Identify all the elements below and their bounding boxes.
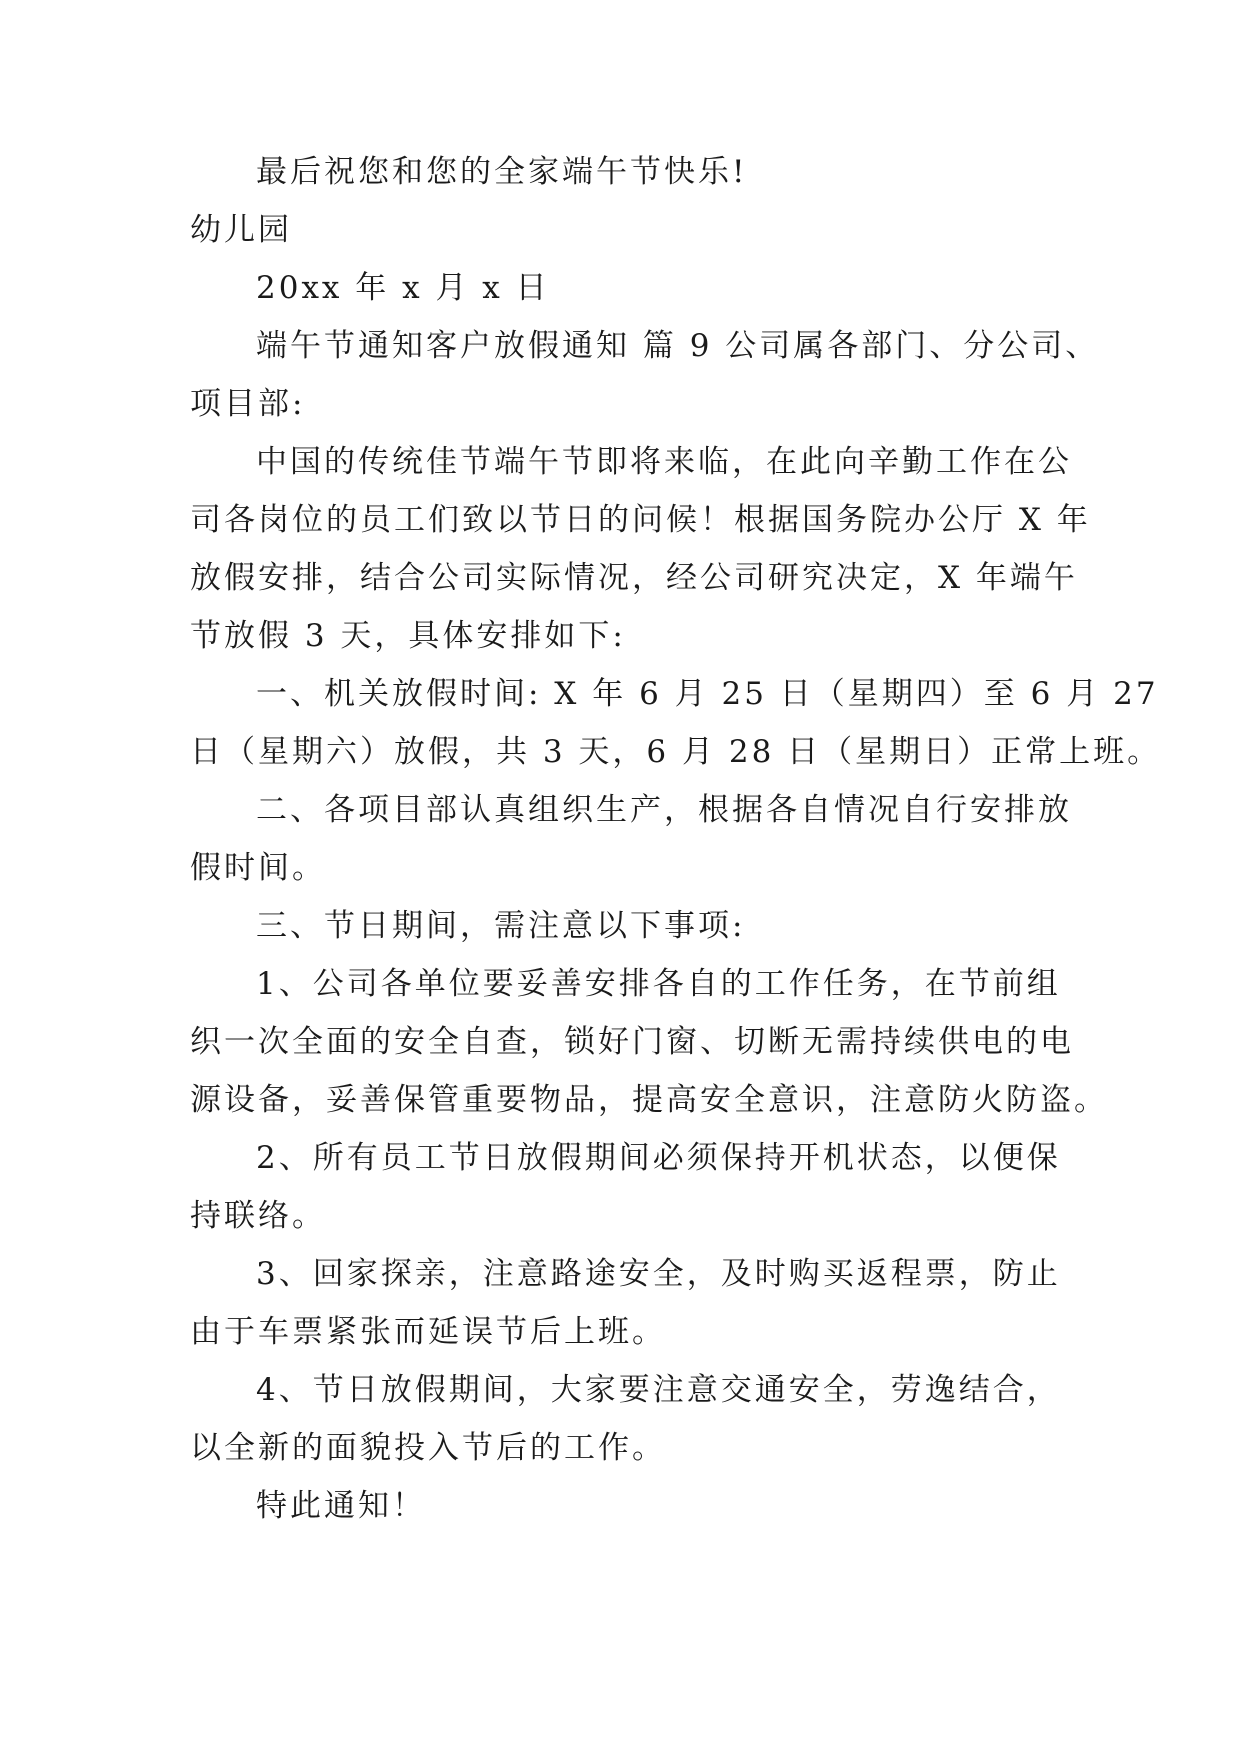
- paragraph-line: 4、节日放假期间，大家要注意交通安全，劳逸结合，: [256, 1372, 1061, 1408]
- paragraph-line: 2、所有员工节日放假期间必须保持开机状态，以便保: [256, 1140, 1061, 1176]
- paragraph-line: 持联络。: [190, 1198, 326, 1234]
- section-heading: 端午节通知客户放假通知 篇 9 公司属各部门、分公司、: [256, 328, 1100, 364]
- paragraph-line: 以全新的面貌投入节后的工作。: [190, 1430, 666, 1466]
- closing-wish: 最后祝您和您的全家端午节快乐!: [256, 154, 748, 190]
- paragraph-line: 3、回家探亲，注意路途安全，及时购买返程票，防止: [256, 1256, 1061, 1292]
- paragraph-line: 源设备，妥善保管重要物品，提高安全意识，注意防火防盗。: [190, 1082, 1108, 1118]
- paragraph-line: 1、公司各单位要妥善安排各自的工作任务，在节前组: [256, 966, 1061, 1002]
- closing-notice: 特此通知！: [256, 1488, 426, 1524]
- paragraph-line: 日（星期六）放假，共 3 天，6 月 28 日（星期日）正常上班。: [190, 734, 1162, 770]
- addressee: 项目部:: [190, 386, 306, 422]
- paragraph-line: 中国的传统佳节端午节即将来临，在此向辛勤工作在公: [256, 444, 1072, 480]
- paragraph-line: 司各岗位的员工们致以节日的问候！根据国务院办公厅 X 年: [190, 502, 1091, 538]
- signature-date: 20xx 年 x 月 x 日: [256, 270, 550, 306]
- paragraph-line: 假时间。: [190, 850, 326, 886]
- paragraph-line: 放假安排，结合公司实际情况，经公司研究决定，X 年端午: [190, 560, 1078, 596]
- paragraph-line: 二、各项目部认真组织生产，根据各自情况自行安排放: [256, 792, 1072, 828]
- paragraph-line: 织一次全面的安全自查，锁好门窗、切断无需持续供电的电: [190, 1024, 1074, 1060]
- paragraph-line: 一、机关放假时间: X 年 6 月 25 日（星期四）至 6 月 27: [256, 676, 1159, 712]
- paragraph-line: 三、节日期间，需注意以下事项:: [256, 908, 746, 944]
- paragraph-line: 由于车票紧张而延误节后上班。: [190, 1314, 666, 1350]
- signature-org: 幼儿园: [190, 212, 292, 248]
- paragraph-line: 节放假 3 天，具体安排如下:: [190, 618, 626, 654]
